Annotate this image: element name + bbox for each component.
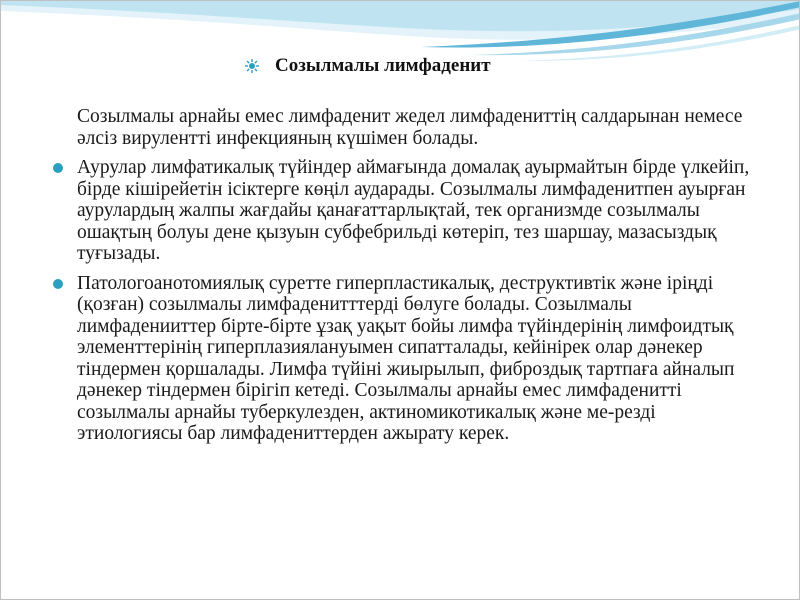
paragraph-intro	[53, 106, 753, 149]
bullet-item-pathology	[53, 273, 753, 445]
dot-bullet-icon	[53, 163, 63, 173]
bullet-item-symptoms	[53, 157, 753, 265]
dot-bullet-icon	[53, 279, 63, 289]
bullet-text: Патологоанотомиялық суретте гиперпластикалық, деструктивтік және іріңді (қозған) созылмалы лимфаденитттерді бөлуге болады. Созылмалы лимфаденииттер бірте-бірте ұзақ уақыт бойы лимфа түйіндерінің лимфоидтық элементтерінің гиперплазиялануымен сипатталады, кейінірек олар дәнекер тіндермен қоршалады. Лимфа түйіні жиырылып, фиброздық тартпаға айналып дәнекер тіндермен бірігіп кетеді. Созылмалы арнайы емес лимфаденитті созылмалы арнайы туберкулезден, актиномикотикалық және ме-резді этиологиясы бар лимфадениттерден ажырату керек.	[77, 272, 735, 444]
slide-title-row	[245, 53, 491, 79]
slide-body	[53, 106, 753, 453]
paragraph-text: Созылмалы арнайы емес лимфаденит жедел лимфадениттің салдарынан немесе әлсіз вирулентті инфекцияның күшімен болады.	[77, 106, 743, 149]
bullet-text: Аурулар лимфатикалық түйіндер аймағында домалақ ауырмайтын бірде үлкейіп, бірде кішірейетін ісіктерге көңіл аударады. Созылмалы лимфаденитпен ауырған аурулардың жалпы жағдайы қанағаттарлықтай, тек организмде созылмалы ошақтың болуы дене қызуын субфебрильді көтеріп, тез шаршау, мазасыздық туғызады.	[77, 157, 750, 264]
slide-title: Созылмалы лимфаденит	[275, 55, 491, 76]
sunburst-bullet-icon	[245, 59, 259, 73]
